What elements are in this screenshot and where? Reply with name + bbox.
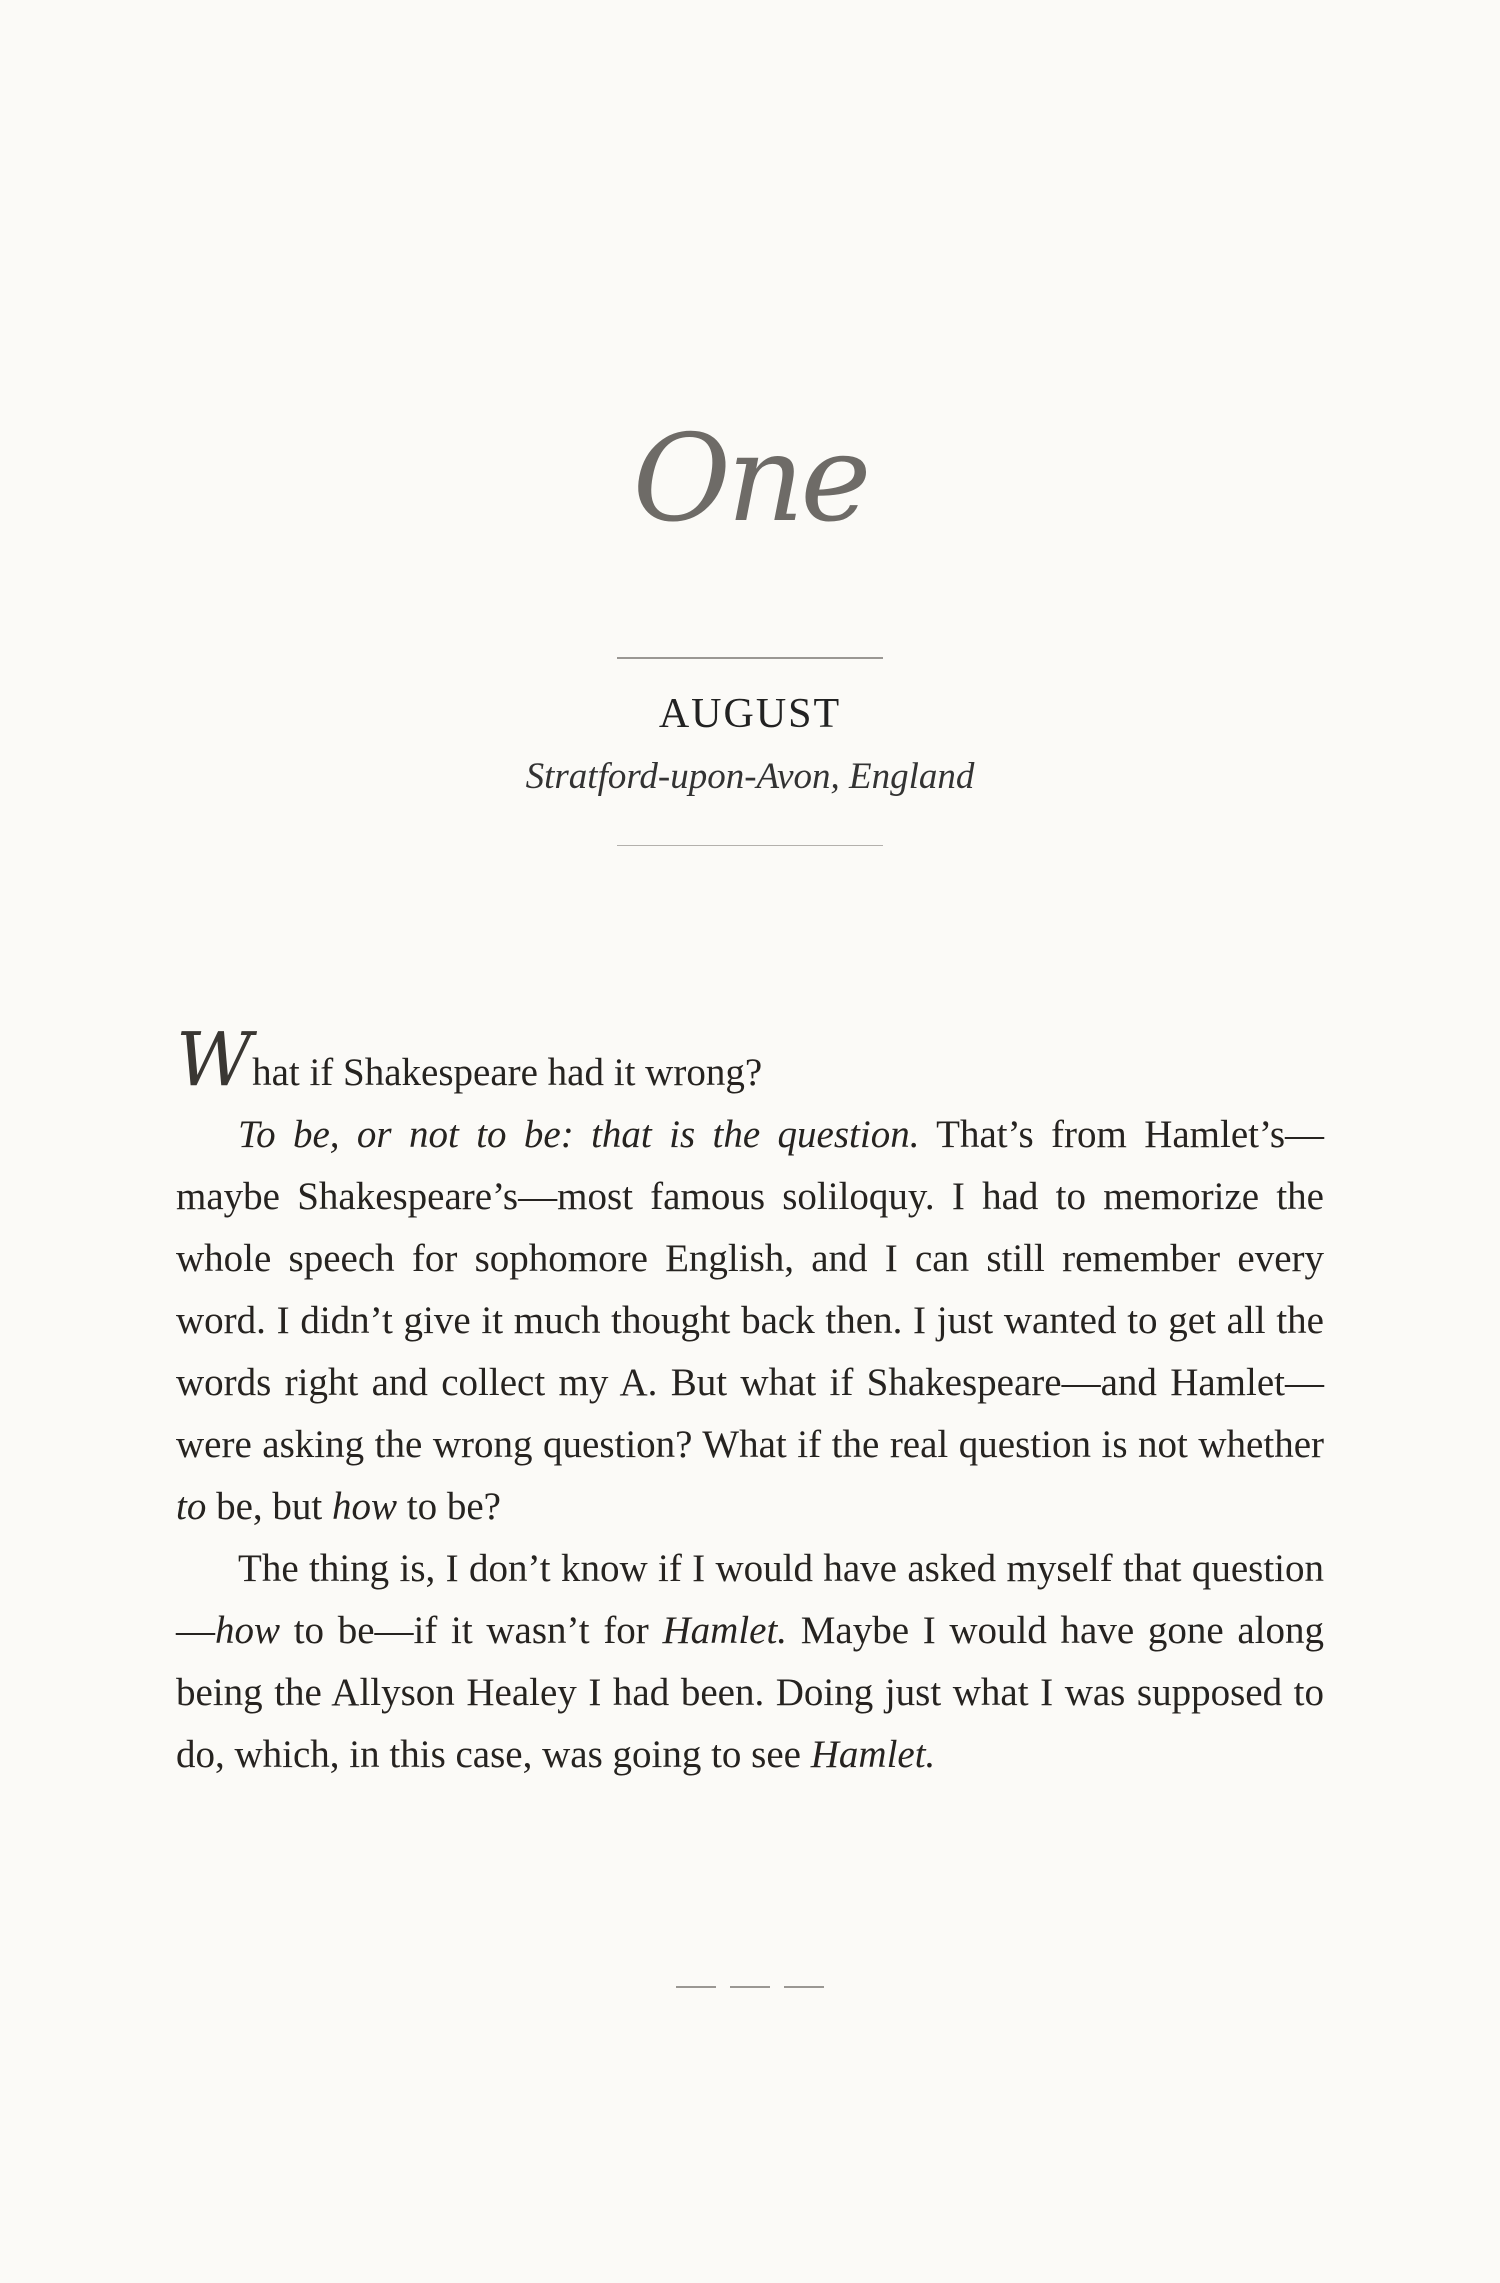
paragraph-2-text-1: That’s from Hamlet’s—maybe Shakespeare’s—most famous soliloquy. I had to memorize the whole speech for sophomore English, and I can still remember every word. I didn’t give it much thought back then. I just wanted to get all the words right and collect my A. But what if Shakespeare—and Hamlet—were asking the wrong question? What if the real question is not whether [176, 1113, 1324, 1466]
scene-break-dash [784, 1986, 824, 1988]
scene-break [650, 1986, 850, 1988]
chapter-place: Stratford-upon-Avon, England [525, 756, 975, 797]
paragraph-2 [176, 1104, 1324, 1538]
paragraph-2-text-2: be, but [206, 1485, 332, 1528]
paragraph-1-text: hat if Shakespeare had it wrong? [252, 1051, 763, 1094]
header-rule-top [617, 657, 883, 659]
header-rule-bottom [617, 845, 883, 846]
scene-break-dash [730, 1986, 770, 1988]
paragraph-3-text-1: The thing is, I don’t know if I would have asked myself that question— [176, 1547, 1324, 1652]
hamlet-quote: To be, or not to be: that is the question. [238, 1113, 920, 1156]
paragraph-3-emphasis-1: how [215, 1609, 281, 1652]
paragraph-2-text-3: to be? [397, 1485, 501, 1528]
paragraph-3-text-2: to be—if it wasn’t for [280, 1609, 663, 1652]
scene-break-dash [676, 1986, 716, 1988]
paragraph-2-emphasis-1: to [176, 1485, 207, 1528]
drop-initial: W [176, 1017, 251, 1103]
paragraph-3-emphasis-2: Hamlet. [662, 1609, 788, 1652]
paragraph-3 [176, 1538, 1324, 1786]
chapter-month: AUGUST [658, 691, 842, 737]
paragraph-2-emphasis-2: how [332, 1485, 398, 1528]
paragraph-3-emphasis-3: Hamlet. [810, 1733, 936, 1776]
body-text [176, 1017, 1324, 1786]
paragraph-1 [176, 1017, 1324, 1104]
chapter-number: One [632, 410, 868, 549]
paragraph-3-text-3: Maybe I would have gone along being the Allyson Healey I had been. Doing just what I was supposed to do, which, in this case, was going to see [176, 1609, 1324, 1776]
